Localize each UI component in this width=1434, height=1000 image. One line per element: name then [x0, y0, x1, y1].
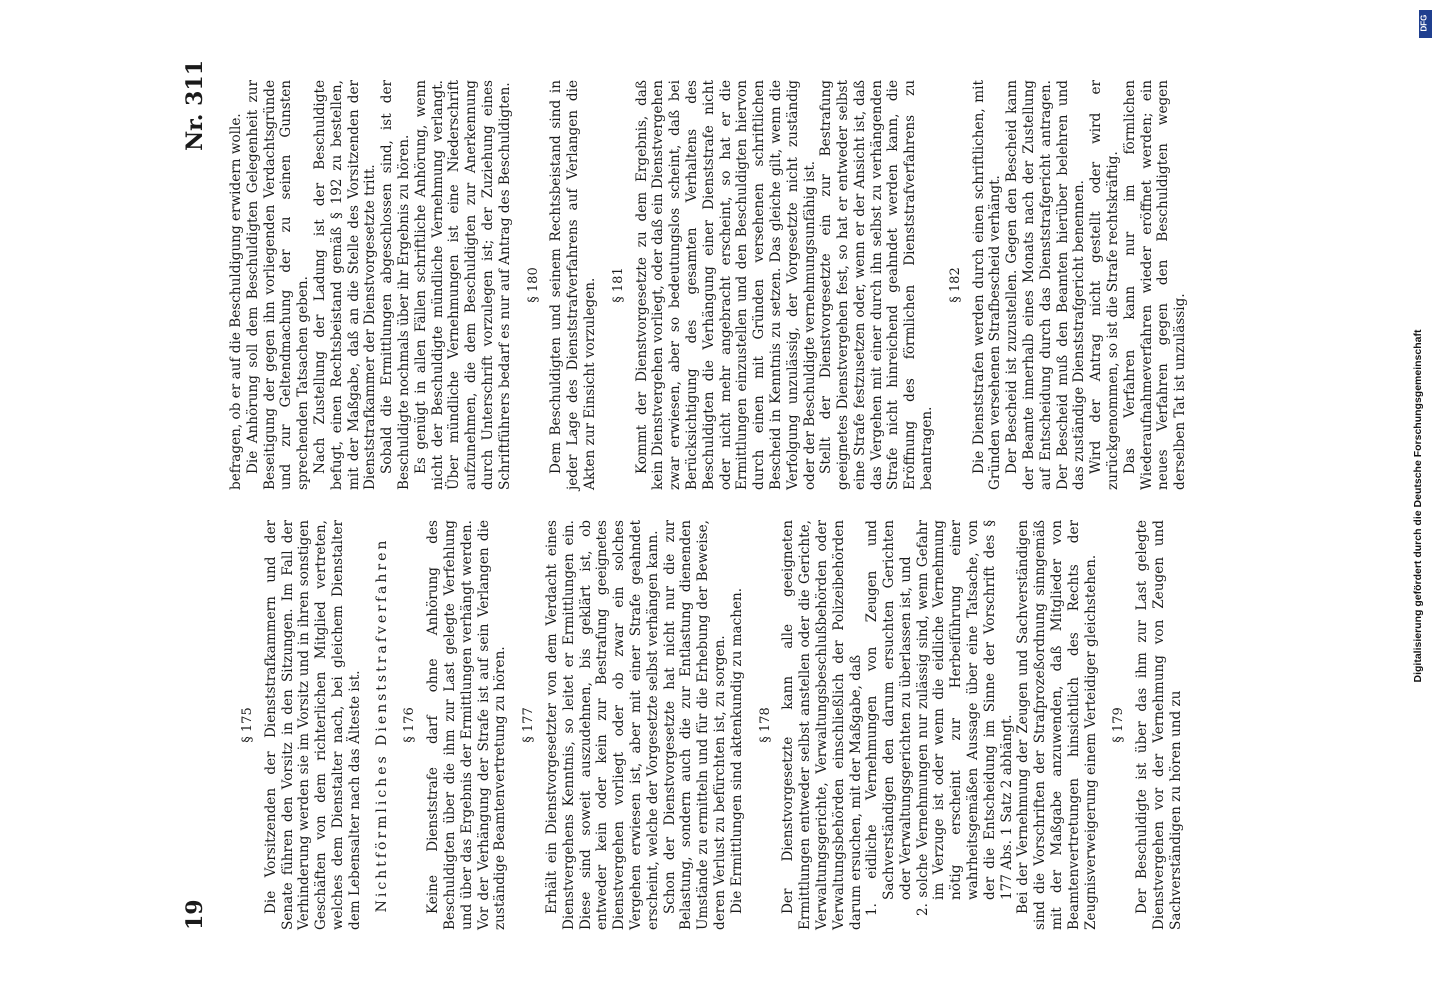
section-176-text: Keine Dienststrafe darf ohne Anhörung des Beschuldigten über die ihm zur Last gelegte Verfehlung und über das Ergebnis der Ermittlungen verhängt werden. Vor der Verhängung der Strafe ist auf sein Verlangen die zuständige Beamtenvertretung zu hören.: [425, 520, 509, 930]
left-column: [228, 520, 1185, 930]
section-177-heading: § 177: [521, 707, 537, 743]
section-178-item-2: 2. solche Vernehmungen nur zulässig sind, wenn Gefahr im Verzuge ist oder wenn die eidliche Vernehmung nötig erscheint zur Herbeiführung einer wahrheitsgemäßen Aussage über eine Tatsache, von der die Entscheidung im Sinne der Vorschrift des § 177 Abs. 1 Satz 2 abhängt.: [914, 520, 1015, 916]
section-181-heading: § 181: [610, 267, 626, 303]
digitization-note: [1408, 20, 1434, 980]
section-179-paragraph-4: Es genügt in allen Fällen schriftliche Anhörung, wenn nicht der Beschuldigte mündliche Vernehmung verlangt. Über mündliche Vernehmungen ist eine Niederschrift aufzunehmen, die dem Beschuldigten zur Anerkennung durch Unterschrift vorzulegen ist; der Zuziehung eines Schriftführers bedarf es nur auf Antrag des Beschuldigten.: [412, 80, 513, 490]
section-176-heading: § 176: [402, 707, 418, 743]
section-178-paragraph-1: Der Dienstvorgesetzte kann alle geeigneten Ermittlungen entweder selbst anstellen oder die Gerichte, Verwaltungsgerichte, Verwaltungsbeschlußbehörden oder Verwaltungsbehörden einschließlich der Polizeibehörden darum ersuchen, mit der Maßgabe, daß: [780, 520, 864, 930]
section-180-heading: § 180: [525, 267, 541, 303]
issue-number: Nr. 311: [182, 60, 208, 151]
section-178-paragraph-2: Bei der Vernehmung der Zeugen und Sachverständigen sind die Vorschriften der Strafprozeßordnung sinngemäß mit der Maßgabe anzuwenden, daß Mitglieder von Beamtenvertretungen hinsichtlich des Rechts der Zeugnisverweigerung einem Verteidiger gleichstehen.: [1015, 520, 1099, 930]
section-179-continuation: befragen, ob er auf die Beschuldigung erwidern wolle.: [228, 113, 244, 490]
digitization-note-text: Digitalisierung gefördert durch die Deutsche Forschungsgemeinschaft: [1412, 329, 1424, 683]
section-178-item-1: 1. eidliche Vernehmungen von Zeugen und Sachverständigen den darum ersuchten Gerichten oder Verwaltungsgerichten zu überlassen ist, und: [864, 520, 914, 916]
section-181-paragraph-2: Stellt der Dienstvorgesetzte ein zur Bestrafung geeignetes Dienstvergehen fest, so hat er entweder selbst eine Strafe festzusetzen oder, wenn er der Ansicht ist, daß das Vergehen mit einer durch ihn selbst zu verhängenden Strafe nicht hinreichend geahndet werden kann, die Eröffnung des förmlichen Dienststrafverfahrens zu beantragen.: [818, 80, 936, 490]
section-title: Nichtförmliches Dienststrafverfahren: [373, 537, 390, 913]
section-177-paragraph-2: Schon der Dienstvorgesetzte hat nicht nur die zur Belastung, sondern auch die zur Entlastung dienenden Umstände zu ermitteln und für die Erhebung der Beweise, deren Verlust zu befürchten ist, zu sorgen.: [661, 520, 728, 930]
section-182-paragraph-3: Wird der Antrag nicht gestellt oder wird er zurückgenommen, so ist die Strafe rechtskräftig.: [1088, 80, 1122, 490]
page-header: [182, 60, 222, 930]
section-175-heading: § 175: [240, 707, 255, 743]
section-180-text: Dem Beschuldigten und seinem Rechtsbeistand sind in jeder Lage des Dienststrafverfahrens auf Verlangen die Akten zur Einsicht vorzulegen.: [548, 80, 598, 490]
section-182-heading: § 182: [947, 267, 963, 303]
section-179-paragraph-1: Die Anhörung soll dem Beschuldigten Gelegenheit zur Beseitigung der gegen ihn vorliegenden Verdachtsgründe und zur Geltendmachung der zu seinen Gunsten sprechenden Tatsachen geben.: [244, 80, 312, 490]
section-179-paragraph-3: Sobald die Ermittlungen abgeschlossen sind, ist der Beschuldigte nochmals über ihr Ergebnis zu hören.: [379, 80, 412, 490]
section-179-text: Der Beschuldigte ist über das ihm zur Last gelegte Dienstvergehen vor der Vernehmung von Zeugen und Sachverständigen zu hören und zu: [1134, 520, 1184, 930]
section-175-text: Die Vorsitzenden der Dienststrafkammern und der Senate führen den Vorsitz in den Sitzungen. Im Fall der Verhinderung werden sie im Vorsitz und in ihren sonstigen Geschäften von dem richterlichen Mitglied vertreten, welches dem Dienstalter nach, bei gleichem Dienstalter dem Lebensalter nach das Älteste ist.: [262, 520, 363, 930]
page-number: 19: [182, 899, 208, 930]
section-179-paragraph-2: Nach Zustellung der Ladung ist der Beschuldigte befugt, einen Rechtsbeistand gemäß § 192 zu bestellen, mit der Maßgabe, daß an die Stelle des Vorsitzenden der Dienststrafkammer der Dienstvorgesetzte tritt.: [311, 80, 379, 490]
section-181-paragraph-1: Kommt der Dienstvorgesetzte zu dem Ergebnis, daß kein Dienstvergehen vorliegt, oder daß ein Dienstvergehen zwar erwiesen, aber so bedeutungslos scheint, daß bei Berücksichtigung des gesamten Verhaltens des Beschuldigten die Verhängung einer Dienststrafe nicht oder nicht mehr angebracht erscheint, so hat er die Ermittlungen einzustellen und den Beschuldigten hiervon durch einen mit Gründen versehenen schriftlichen Bescheid in Kenntnis zu setzen. Das gleiche gilt, wenn die Verfolgung unzulässig, der Vorgesetzte nicht zuständig oder der Beschuldigte vernehmungsunfähig ist.: [633, 80, 818, 490]
document-page: [142, 0, 1302, 1000]
section-182-paragraph-2: Der Bescheid ist zuzustellen. Gegen den Bescheid kann der Beamte innerhalb eines Monats nach der Zustellung auf Entscheidung durch das Dienststrafgericht antragen. Der Bescheid muß den Beamten hierüber belehren und das zuständige Dienststrafgericht benennen.: [1004, 80, 1088, 490]
right-column: [228, 80, 1189, 490]
dfg-logo: DFG: [1419, 10, 1432, 38]
section-177-paragraph-3: Die Ermittlungen sind aktenkundig zu machen.: [728, 587, 745, 914]
section-179-heading: § 179: [1111, 707, 1127, 743]
section-177-paragraph-1: Erhält ein Dienstvorgesetzter von dem Verdacht eines Dienstvergehens Kenntnis, so leitet er Ermittlungen ein. Diese sind soweit auszudehnen, bis geklärt ist, ob entweder kein oder kein zur Bestrafung geeignetes Dienstvergehen vorliegt oder ob zwar ein solches Vergehen erwiesen ist, aber mit einer Strafe geahndet erscheint, welche der Vorgesetzte selbst verhängen kann.: [543, 520, 661, 930]
section-182-paragraph-4: Das Verfahren kann nur im förmlichen Wiederaufnahmeverfahren wieder eröffnet werden; ein neues Verfahren gegen den Beschuldigten wegen derselben Tat ist unzulässig.: [1121, 80, 1189, 490]
section-178-heading: § 178: [757, 707, 773, 743]
section-182-paragraph-1: Die Dienststrafen werden durch einen schriftlichen, mit Gründen versehenen Strafbescheid verhängt.: [970, 80, 1004, 490]
